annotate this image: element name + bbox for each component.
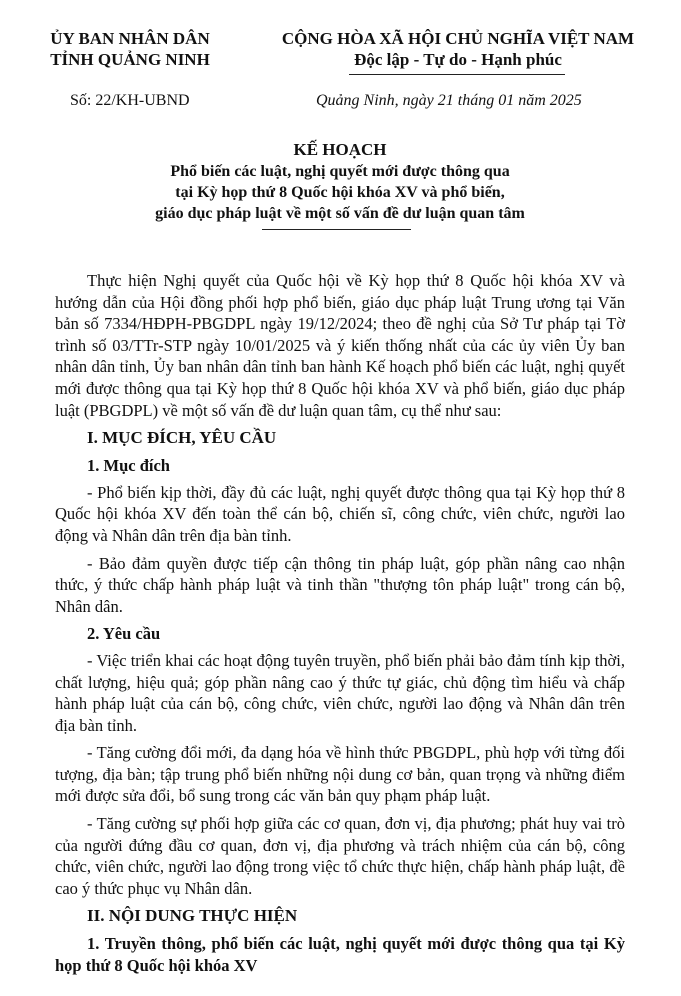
- document-title-block: [60, 139, 620, 224]
- intro-paragraph: Thực hiện Nghị quyết của Quốc hội về Kỳ họp thứ 8 Quốc hội khóa XV và hướng dẫn của Hội đồng phối hợp phổ biến, giáo dục pháp luật Trung ương tại Văn bản số 7334/HĐPH-PBGDPL ngày 19/12/2024; theo đề nghị của Sở Tư pháp tại Tờ trình số 03/TTr-STP ngày 10/01/2025 và ý kiến thống nhất của các ủy viên Ủy ban nhân dân tỉnh, Ủy ban nhân dân tỉnh ban hành Kế hoạch phổ biến các luật, nghị quyết mới được thông qua tại Kỳ họp thứ 8 Quốc hội khóa XV và phổ biến, giáo dục pháp luật (PBGDPL) về một số vấn đề dư luận quan tâm, cụ thể như sau:: [55, 271, 625, 420]
- purpose-paragraph-1: - Phổ biến kịp thời, đầy đủ các luật, nghị quyết được thông qua tại Kỳ họp thứ 8 Quốc hội khóa XV đến toàn thể cán bộ, chiến sĩ, công chức, viên chức, người lao động và Nhân dân trên địa bàn tỉnh.: [55, 482, 625, 545]
- issuing-agency: [30, 28, 230, 70]
- subheading-communication: 1. Truyền thông, phổ biến các luật, nghị quyết mới được thông qua tại Kỳ họp thứ 8 Quốc hội khóa XV: [55, 934, 625, 976]
- subheading-purpose: 1. Mục đích: [87, 456, 170, 476]
- requirements-paragraph-3: - Tăng cường sự phối hợp giữa các cơ quan, đơn vị, địa phương; phát huy vai trò của người đứng đầu cơ quan, đơn vị, địa phương và trách nhiệm của cán bộ, công chức, viên chức, người lao động trong việc tổ chức thực hiện, chấp hành pháp luật, đề cao ý thức phục vụ Nhân dân.: [55, 814, 625, 898]
- document-subtitle-line3: giáo dục pháp luật về một số vấn đề dư luận quan tâm: [155, 205, 525, 222]
- requirements-paragraph-1: - Việc triển khai các hoạt động tuyên truyền, phổ biến phải bảo đảm tính kịp thời, chất lượng, hiệu quả; góp phần nâng cao ý thức tự giác, chủ động tìm hiểu và chấp hành pháp luật của cán bộ, công chức, viên chức, người lao động và Nhân dân trên địa bàn tỉnh.: [55, 650, 625, 735]
- nation-name: CỘNG HÒA XÃ HỘI CHỦ NGHĨA VIỆT NAM: [281, 29, 635, 48]
- place-and-date: Quảng Ninh, ngày 21 tháng 01 năm 2025: [316, 92, 582, 109]
- document-subtitle-line2: tại Kỳ họp thứ 8 Quốc hội khóa XV và phổ biến,: [175, 184, 505, 201]
- subheading-requirements: 2. Yêu cầu: [87, 624, 161, 644]
- title-underline: [262, 229, 411, 230]
- document-title: KẾ HOẠCH: [293, 140, 387, 159]
- document-subtitle-line1: Phổ biến các luật, nghị quyết mới được thông qua: [170, 163, 510, 180]
- agency-name-line2: TỈNH QUẢNG NINH: [50, 50, 210, 69]
- national-header: [252, 28, 664, 70]
- requirements-paragraph-2: - Tăng cường đổi mới, đa dạng hóa về hình thức PBGDPL, phù hợp với từng đối tượng, địa bàn; tập trung phổ biến những nội dung cơ bản, quan trọng và những điểm mới được sửa đổi, bổ sung trong các văn bản quy phạm pháp luật.: [55, 743, 625, 806]
- document-number: Số: 22/KH-UBND: [70, 92, 190, 109]
- document-body: [55, 270, 625, 982]
- agency-name-line1: ỦY BAN NHÂN DÂN: [50, 29, 210, 48]
- motto-underline: [349, 74, 565, 75]
- purpose-paragraph-2: - Bảo đảm quyền được tiếp cận thông tin pháp luật, góp phần nâng cao nhận thức, ý thức chấp hành pháp luật và tinh thần "thượng tôn pháp luật" trong cán bộ, Nhân dân.: [55, 553, 625, 616]
- section-heading-implementation: II. NỘI DUNG THỰC HIỆN: [87, 906, 298, 926]
- national-motto: Độc lập - Tự do - Hạnh phúc: [354, 50, 562, 69]
- section-heading-purpose-requirements: I. MỤC ĐÍCH, YÊU CẦU: [87, 428, 277, 448]
